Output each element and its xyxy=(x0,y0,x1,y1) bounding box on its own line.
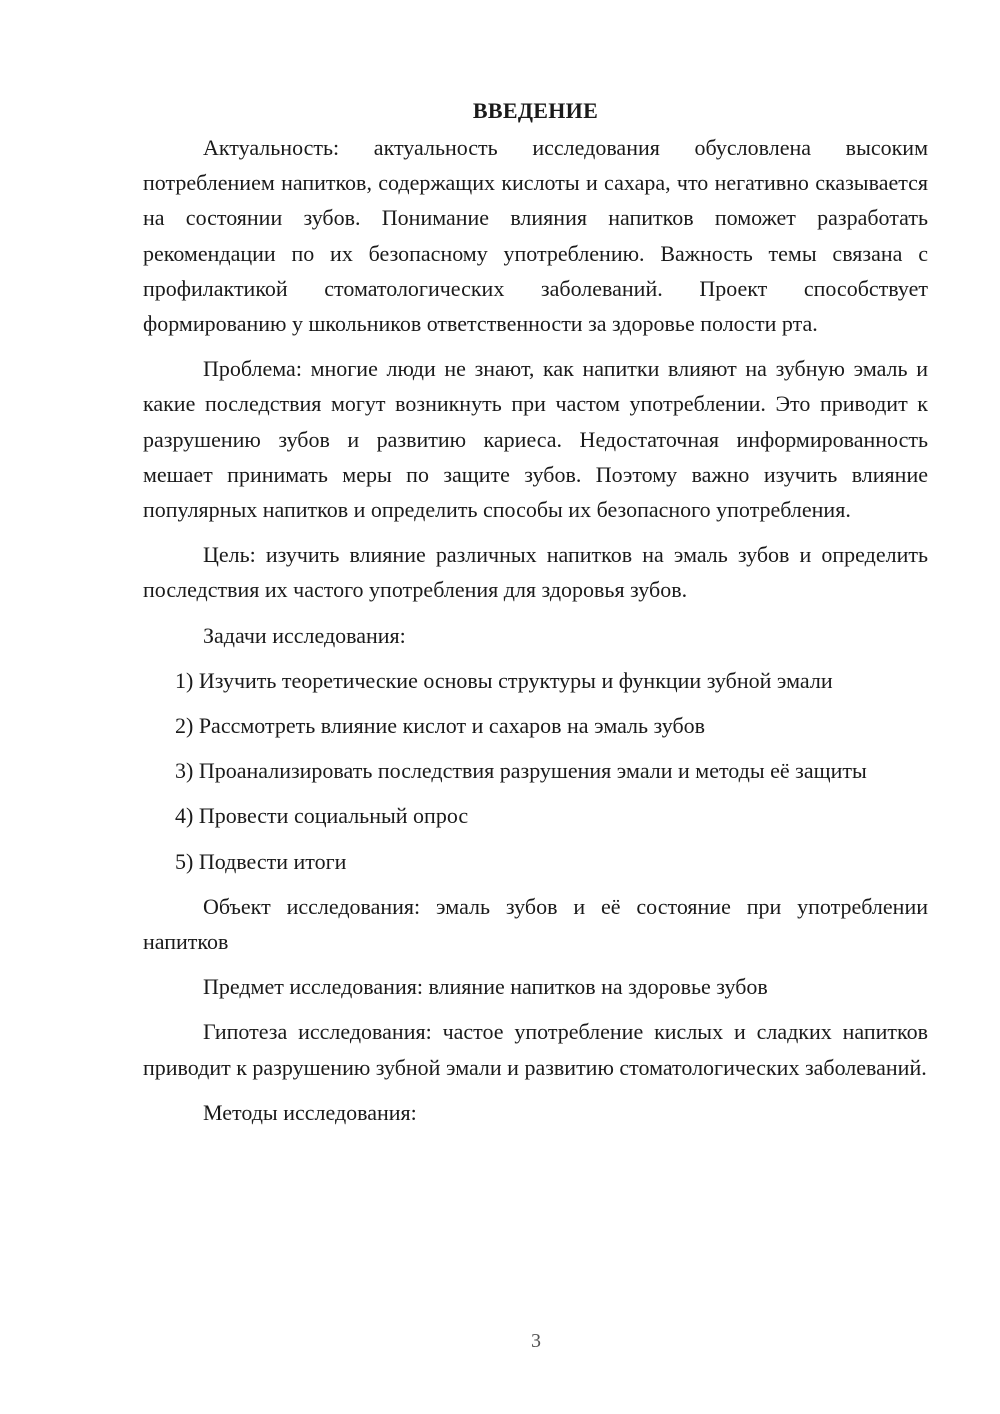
subject-paragraph: Предмет исследования: влияние напитков на здоровье зубов xyxy=(203,974,768,1000)
list-item: 5) Подвести итоги xyxy=(175,848,347,874)
tasks-list xyxy=(143,663,928,879)
goal-paragraph: Цель: изучить влияние различных напитков на эмаль зубов и определить последствия их частого употребления для здоровья зубов. xyxy=(143,542,928,603)
list-item: 1) Изучить теоретические основы структуры и функции зубной эмали xyxy=(175,667,833,693)
list-item: 4) Провести социальный опрос xyxy=(175,803,469,829)
problem-paragraph: Проблема: многие люди не знают, как напитки влияют на зубную эмаль и какие последствия могут возникнуть при частом употреблении. Это приводит к разрушению зубов и развитию кариеса. Недостаточная информированность мешает принимать меры по защите зубов. Поэтому важно изучить влияние популярных напитков и определить способы их безопасного употребления. xyxy=(143,356,928,523)
page-number: 3 xyxy=(531,1330,541,1352)
hypothesis-paragraph: Гипотеза исследования: частое употребление кислых и сладких напитков приводит к разрушению зубной эмали и развитию стоматологических заболеваний. xyxy=(143,1019,928,1080)
list-item: 3) Проанализировать последствия разрушения эмали и методы её защиты xyxy=(175,758,867,784)
object-paragraph: Объект исследования: эмаль зубов и её состояние при употреблении напитков xyxy=(143,893,928,955)
list-item: 2) Рассмотреть влияние кислот и сахаров на эмаль зубов xyxy=(175,713,706,739)
document-page xyxy=(143,96,928,1140)
section-heading: ВВЕДЕНИЕ xyxy=(472,98,599,123)
tasks-title: Задачи исследования: xyxy=(203,622,406,648)
relevance-paragraph: Актуальность: актуальность исследования обусловлена высоким потреблением напитков, содержащих кислоты и сахара, что негативно сказывается на состоянии зубов. Понимание влияния напитков поможет разработать рекомендации по их безопасному употреблению. Важность темы связана с профилактикой стоматологических заболеваний. Проект способствует формированию у школьников ответственности за здоровье полости рта. xyxy=(143,135,928,337)
methods-title: Методы исследования: xyxy=(203,1099,417,1125)
